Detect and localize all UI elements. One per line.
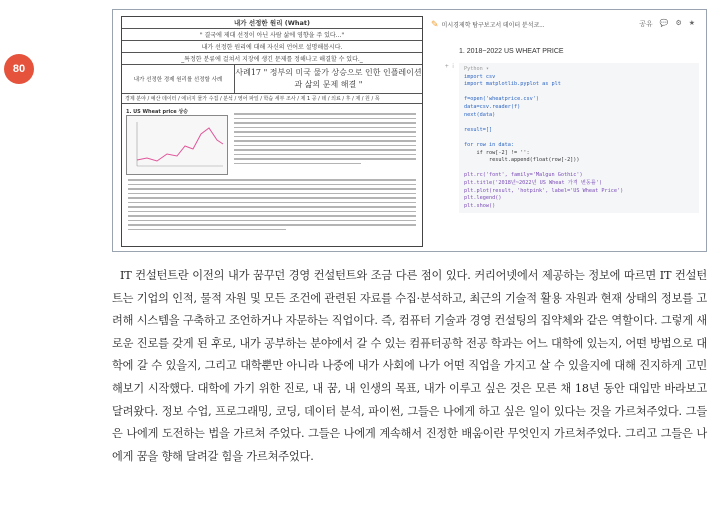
- notebook-title: 미시경제학 탐구보고서 데이터 분석코...: [441, 22, 545, 29]
- code-line: result.append(float(row[-2])): [464, 157, 580, 164]
- code-line: import csv: [464, 73, 496, 80]
- code-line: plt.show(): [464, 202, 496, 209]
- code-line: data=csv.reader(f): [464, 103, 521, 110]
- line-chart-thumbnail-icon: [127, 116, 227, 174]
- worksheet-row-3: 내가 선정한 원리에 대해 자신의 언어로 설명해봅시다.: [122, 41, 422, 53]
- code-line: if row[-2] != '':: [464, 149, 530, 156]
- code-line: [464, 165, 694, 173]
- code-line: Python ▾: [464, 66, 489, 72]
- page-number-badge: 80: [4, 54, 34, 84]
- notebook-logo-icon: ✎: [431, 18, 439, 29]
- worksheet-image: [121, 16, 423, 247]
- worksheet-row-2: " 결국에 제대 선정이 아닌 사람 삶에 영향을 주 있다...": [122, 29, 422, 41]
- star-icon: ★: [688, 20, 695, 27]
- code-block: [459, 63, 699, 213]
- code-line: f=open('wheatprice.csv'): [464, 96, 539, 103]
- code-line: plt.rc('font', family='Malgun Gothic'): [464, 172, 583, 179]
- settings-icon: ⚙: [675, 20, 682, 27]
- worksheet-chart-thumbnail: [126, 115, 228, 175]
- body-text: [112, 265, 707, 468]
- worksheet-meta: 경제 분야 / 예산 데이터 / 에너지 물가 수집 / 분석 / 영어 파일 / 학습 세부 조사 / 제 1 공 / 데 / 의료 / 후 / 제 / 원 / 목: [122, 94, 422, 104]
- notebook-screenshot: [431, 16, 699, 245]
- code-line: plt.plot(result, 'hotpink', label='US Wheat Price'): [464, 187, 624, 194]
- worksheet-subject-title: 사례17 " 정부의 미국 물가 상승으로 인한 인플레이션과 삶의 문제 해결 ": [235, 68, 422, 89]
- worksheet-chart-caption: 1. US Wheat price 상승: [126, 109, 189, 115]
- code-line: [464, 134, 694, 142]
- code-line: for row in data:: [464, 141, 514, 148]
- code-line: result=[]: [464, 126, 493, 133]
- code-line: [464, 119, 694, 127]
- worksheet-text-block-right: [234, 113, 416, 167]
- code-line: plt.legend(): [464, 195, 502, 202]
- notebook-heading: 1. 2018~2022 US WHEAT PRICE: [459, 48, 564, 55]
- figure-image: [112, 9, 707, 252]
- comment-icon: 💬: [659, 20, 669, 27]
- worksheet-text-block-bottom: [128, 179, 416, 233]
- share-label: 공유: [639, 21, 653, 28]
- worksheet-row-4: _특정한 분류에 걸쳐서 지장에 생긴 문제를 정해나고 해결할 수 있다._: [122, 53, 422, 65]
- code-line: [464, 89, 694, 97]
- cell-prompt: + ⁞: [445, 63, 454, 70]
- notebook-toolbar: [639, 19, 695, 29]
- code-line: plt.title('2018년~2022년 US Wheat 가격 변동률'): [464, 179, 603, 186]
- notebook-header: [431, 16, 699, 32]
- worksheet-subject-label: 내가 선정한 경제 원리를 선정할 사례: [122, 65, 235, 93]
- notebook-code-cell: [445, 63, 699, 213]
- worksheet-subject: [122, 65, 422, 94]
- code-line: next(data): [464, 111, 496, 118]
- worksheet-row-1: 내가 선정한 원리 (What): [122, 17, 422, 29]
- code-line: import matplotlib.pyplot as plt: [464, 81, 561, 88]
- body-paragraph: IT 컨설턴트란 이전의 내가 꿈꾸던 경영 컨설턴트와 조금 다른 점이 있다. 커리어넷에서 제공하는 정보에 따르면 IT 컨설턴트는 기업의 인적, 물적 자원 및 모든 조건에 관련된 자료를 수집·분석하고, 최근의 기술적 활용 자원과 현재 상태의 정보를 고려해 시스템을 구축하고 조언하거나 자문하는 직업이다. 즉, 컴퓨터 기술과 경영 컨설팅의 집약체와 같은 역할이다. 그렇게 새로운 진로를 갖게 된 후로, 내가 공부하는 분야에서 갈 수 있는 컴퓨터공학 전공 학과는 어느 대학에 있는지, 어떤 방법으로 대학에 갈 수 있을지, 그리고 대학뿐만 아니라 나중에 내가 사회에 나가 어떤 직업을 가지고 살 수 있을지에 대해 진지하게 고민해보기 시작했다. 대학에 가기 위한 진로, 내 꿈, 내 인생의 목표, 내가 이루고 싶은 것은 모른 채 18년 동안 대입만 바라보고 달려왔다. 정보 수업, 프로그래밍, 코딩, 데이터 분석, 파이썬, 그들은 나에게 하고 싶은 일이 있다는 것을 가르쳐주었다. 그들은 나에게 도전하는 법을 가르쳐 주었다. 그들은 나에게 계속해서 진정한 배움이란 무엇인지 가르쳐주었다. 그리고 그들은 나에게 꿈을 향해 달려갈 힘을 가르쳐주었다.: [112, 269, 707, 463]
